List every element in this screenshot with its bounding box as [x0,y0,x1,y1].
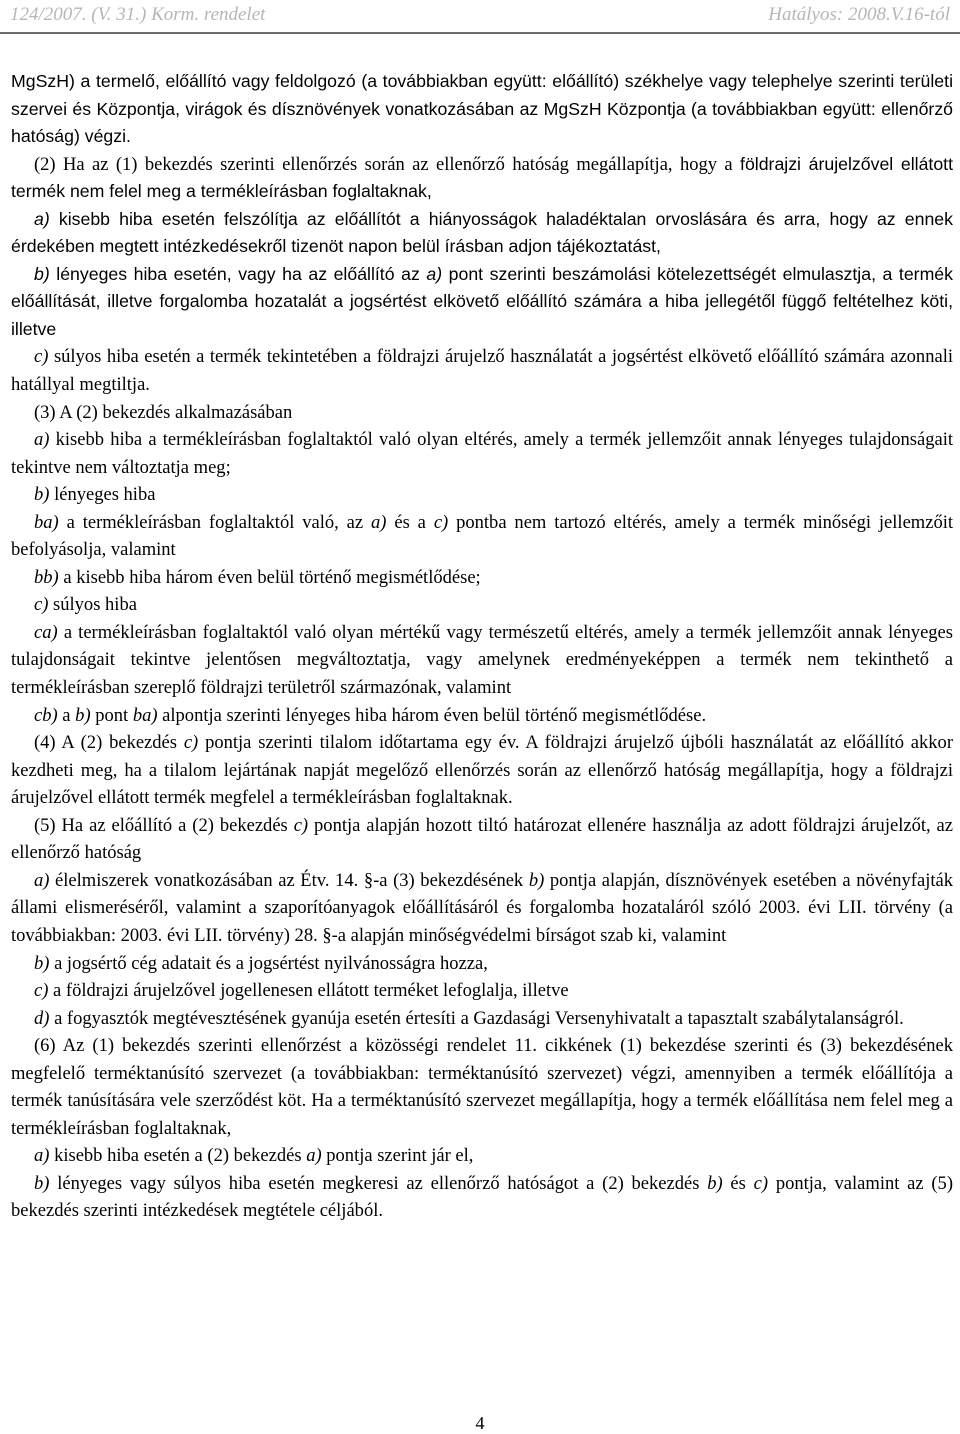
text-run: (2) Ha az (1) bekezdés szerinti ellenőrzés során az ellenőrző hatóság megállapítja, hogy a [34,153,741,175]
document-body [11,68,953,1225]
point-marker: c) [34,980,49,1002]
header-document-title: 124/2007. (V. 31.) Korm. rendelet [10,4,266,25]
text-run: pont [90,704,133,726]
point-marker: b) [34,263,50,284]
paragraph [11,729,953,812]
text-run: (6) Az (1) bekezdés szerinti ellenőrzést a közösségi rendelet 11. cikkének (1) bekezdése szerinti és (3) bekezdésének megfelelő terméktanúsító szervezet (a továbbiakban: terméktanúsító szervezet) végzi, amennyiben a termék előállítója a termék tanúsítására vele szerződést köt. Ha a terméktanúsító szervezet megállapítja, hogy a termék előállítása nem felel meg a termékleírásban foglaltaknak, [11,1035,953,1139]
paragraph [11,702,953,730]
text-run: (5) Ha az előállító a (2) bekezdés [34,814,294,836]
paragraph [11,399,953,427]
text-run: pont szerinti beszámolási kötelezettségét elmulasztja, a termék előállítását, illetve forgalomba hozatalát a jogsértést elkövető előállító számára a hiba jellegétől függő feltételhez köti, illetve [11,263,953,339]
point-marker: c) [753,1172,769,1194]
point-marker: b) [34,952,50,974]
text-run: pontba nem tartozó eltérés, amely a termék minőségi jellemzőit befolyásolja, valamint [11,511,954,561]
text-run: pontja alapján hozott tiltó határozat ellenére használja az adott földrajzi árujelzőt, az ellenőrző hatóság [11,814,954,864]
point-marker: b) [528,869,545,891]
paragraph [11,261,953,344]
text-run: élelmiszerek vonatkozásában az Étv. 14. §-a (3) bekezdésének [49,869,529,891]
text-run: kisebb hiba esetén felszólítja az előállítót a hiányosságok haladéktalan orvoslására és arra, hogy az ennek érdekében megtett intézkedésekről tizenöt napon belül írásban adjon tájékoztatást, [11,208,953,257]
text-run: (4) A (2) bekezdés [34,732,184,754]
text-run: súlyos hiba [48,594,137,616]
header-effective-date: Hatályos: 2008.V.16-tól [768,4,950,25]
point-marker: a) [371,511,387,533]
paragraph [11,426,953,481]
point-marker: ca) [34,621,58,643]
point-marker: b) [75,704,91,726]
paragraph [11,343,953,398]
point-marker: a) [34,869,50,891]
text-run: és [722,1172,754,1194]
text-run: (3) A (2) bekezdés alkalmazásában [34,401,293,423]
paragraph [11,950,953,978]
text-run: lényeges hiba esetén, vagy ha az előállító az [49,263,427,284]
paragraph [11,867,953,950]
point-marker: c) [433,511,449,533]
point-marker: a) [426,263,443,284]
paragraph [11,591,953,619]
paragraph [11,619,953,702]
point-marker: a) [34,208,50,229]
text-run: a jogsértő cég adatait és a jogsértést nyilvánosságra hozza, [49,952,488,974]
point-marker: c) [183,732,199,754]
page-header [0,0,960,34]
point-marker: a) [34,1145,50,1167]
page-number: 4 [475,1413,485,1433]
text-run: a termékleírásban foglaltaktól való olyan mértékű vagy természetű eltérés, amely a termék jellemzőit annak lényeges tulajdonságait tekintve jelentősen megváltoztatja, vagy amelynek eredményeképpen a termék nem tekinthető a termékleírásban szereplő földrajzi területről származónak, valamint [11,621,953,699]
text-run: alpontja szerinti lényeges hiba három éven belül történő megismétlődése. [157,704,707,726]
paragraph [11,812,953,867]
text-run: a kisebb hiba három éven belül történő megismétlődése; [58,566,481,588]
text-run: pontja szerinti tilalom időtartama egy év. A földrajzi árujelző újbóli használatát az előállító akkor kezdheti meg, ha a tilalom lejártának napját megelőző ellenőrzés során az ellenőrző hatóság megállapítja, hogy a földrajzi árujelzővel ellátott termék megfelel a termékleírásban foglaltaknak. [11,732,953,809]
text-run: pontja, valamint az (5) bekezdés szerinti intézkedések megtétele céljából. [11,1172,953,1222]
paragraph [11,977,953,1005]
point-marker: b) [34,1172,50,1194]
text-run: a fogyasztók megtévesztésének gyanúja esetén értesíti a Gazdasági Versenyhivatalt a tapasztalt szabálytalanságról. [49,1007,904,1029]
text-run: lényeges vagy súlyos hiba esetén megkeresi az ellenőrző hatóságot a (2) bekezdés [49,1172,708,1194]
point-marker: b) [34,484,50,506]
point-marker: bb) [34,566,59,588]
text-run: lényeges hiba [49,484,156,506]
paragraph [11,564,953,592]
point-marker: a) [306,1145,322,1167]
point-marker: b) [707,1172,723,1194]
text-run: kisebb hiba esetén a (2) bekezdés [49,1145,307,1167]
text-run: pontja alapján, dísznövények esetében a növényfajták állami elismeréséről, valamint a szaporítóanyagok előállításáról és forgalomba hozataláról szóló 2003. évi LII. törvény (a továbbiakban: 2003. évi LII. törvény) 28. §-a alapján minőségvédelmi bírságot szab ki, valamint [11,869,953,946]
point-marker: ba) [34,511,59,533]
text-run: a termékleírásban foglaltaktól való, az [58,511,372,533]
point-marker: d) [34,1007,50,1029]
text-run: súlyos hiba esetén a termék tekintetében a földrajzi árujelző használatát a jogsértést elkövető előállító számára azonnali hatállyal megtiltja. [11,346,953,396]
paragraph [11,509,953,564]
text-run: a [57,704,76,726]
text-run: földrajzi árujelzővel ellátott termék nem felel meg a termékleírásban foglaltaknak, [11,153,953,202]
paragraph [11,151,953,206]
paragraph [11,1005,953,1033]
text-run: és a [386,511,434,533]
paragraph [11,1142,953,1170]
paragraph [11,1032,953,1142]
paragraph [11,481,953,509]
paragraph [11,68,953,151]
point-marker: a) [34,429,50,451]
point-marker: c) [34,594,49,616]
text-run: MgSzH) a termelő, előállító vagy feldolgozó (a továbbiakban együtt: előállító) székhelye vagy telephelye szerinti területi szervei és Központja, virágok és dísznövények vonatkozásában az MgSzH Központja (a továbbiakban együtt: ellenőrző hatóság) végzi. [11,71,953,147]
point-marker: ba) [132,704,158,726]
point-marker: cb) [34,704,58,726]
paragraph [11,206,953,261]
point-marker: c) [34,346,49,368]
text-run: kisebb hiba a termékleírásban foglaltaktól való olyan eltérés, amely a termék jellemzőit annak lényeges tulajdonságait tekintve nem változtatja meg; [11,429,953,478]
text-run: a földrajzi árujelzővel jogellenesen ellátott terméket lefoglalja, illetve [48,980,569,1002]
paragraph [11,1170,953,1225]
text-run: pontja szerint jár el, [321,1145,474,1167]
point-marker: c) [293,814,309,836]
